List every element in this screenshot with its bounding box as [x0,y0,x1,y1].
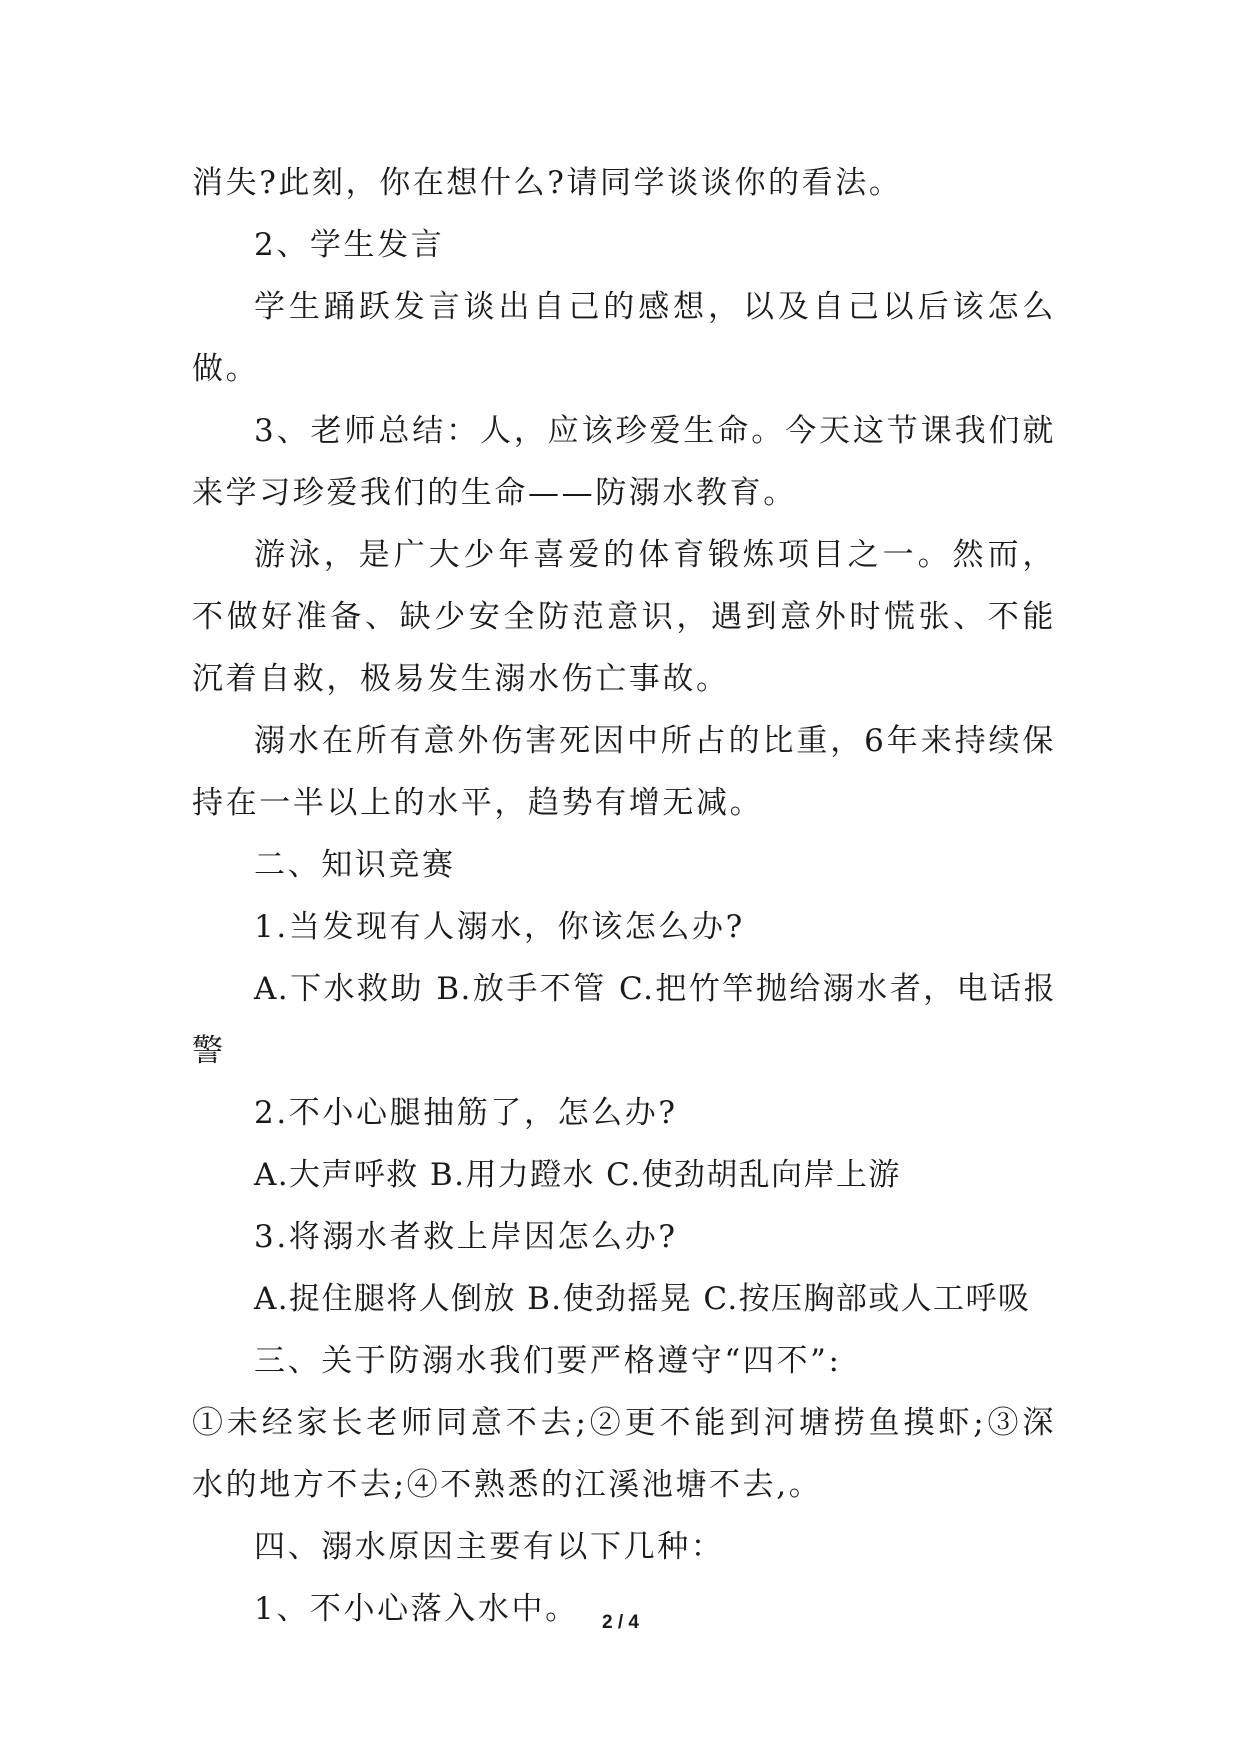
rules-list: ①未经家长老师同意不去;②更不能到河塘捞鱼摸虾;③深水的地方不去;④不熟悉的江溪池塘不去,。 [192,1405,1056,1503]
section-heading: 2、学生发言 [254,227,445,263]
quiz-options: A.大声呼救 B.用力蹬水 C.使劲胡乱向岸上游 [254,1157,901,1193]
quiz-question: 3.将溺水者救上岸因怎么办? [254,1219,678,1255]
paragraph: 3、老师总结：人，应该珍爱生命。今天这节课我们就来学习珍爱我们的生命——防溺水教育。 [192,413,1056,511]
section-heading: 三、关于防溺水我们要严格遵守“四不”: [254,1343,842,1379]
quiz-question: 1.当发现有人溺水，你该怎么办? [254,909,745,945]
paragraph: 消失?此刻，你在想什么?请同学谈谈你的看法。 [192,165,903,201]
page-number: 2 / 4 [602,1612,639,1633]
document-body [192,152,1056,1640]
quiz-question: 2.不小心腿抽筋了，怎么办? [254,1095,678,1131]
section-heading: 二、知识竞赛 [254,847,456,883]
paragraph: 学生踊跃发言谈出自己的感想，以及自己以后该怎么做。 [192,289,1056,387]
paragraph: 溺水在所有意外伤害死因中所占的比重，6年来持续保持在一半以上的水平，趋势有增无减。 [192,723,1056,821]
quiz-options: A.捉住腿将人倒放 B.使劲摇晃 C.按压胸部或人工呼吸 [254,1281,1031,1317]
paragraph: 游泳，是广大少年喜爱的体育锻炼项目之一。然而，不做好准备、缺少安全防范意识，遇到意外时慌张、不能沉着自救，极易发生溺水伤亡事故。 [192,537,1056,697]
list-item: 1、不小心落入水中。 [254,1591,579,1627]
quiz-options: A.下水救助 B.放手不管 C.把竹竿抛给溺水者，电话报警 [192,971,1056,1069]
section-heading: 四、溺水原因主要有以下几种： [254,1529,725,1565]
